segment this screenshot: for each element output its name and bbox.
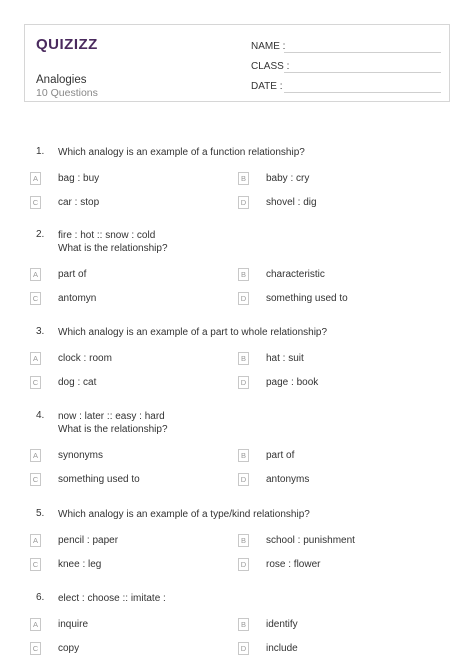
- option-text: characteristic: [266, 269, 325, 280]
- question-text: [58, 146, 305, 159]
- option-text: dog : cat: [58, 377, 97, 388]
- worksheet-header: [24, 24, 450, 102]
- option-text: baby : cry: [266, 173, 310, 184]
- option-letter-box[interactable]: B: [238, 449, 249, 462]
- question-number: 1.: [36, 146, 45, 157]
- question-line: What is the relationship?: [58, 424, 168, 435]
- option-letter-box[interactable]: A: [30, 172, 41, 185]
- name-label: NAME :: [251, 41, 286, 52]
- option-text: something used to: [266, 293, 348, 304]
- option-letter-box[interactable]: D: [238, 558, 249, 571]
- option-text: school : punishment: [266, 535, 355, 546]
- option-letter-box[interactable]: C: [30, 642, 41, 655]
- quizizz-logo: QUIZIZZ: [36, 36, 98, 53]
- option-letter-box[interactable]: D: [238, 292, 249, 305]
- option-letter-box[interactable]: C: [30, 292, 41, 305]
- option-text: page : book: [266, 377, 319, 388]
- date-label: DATE :: [251, 81, 283, 92]
- question-line: Which analogy is an example of a type/kind relationship?: [58, 509, 310, 520]
- question-line: What is the relationship?: [58, 243, 168, 254]
- option-text: inquire: [58, 619, 89, 630]
- name-line: [284, 52, 441, 53]
- option-letter-box[interactable]: B: [238, 534, 249, 547]
- question-text: [58, 592, 166, 605]
- question-text: [58, 508, 310, 521]
- question-text: [58, 326, 327, 339]
- question-line: Which analogy is an example of a function relationship?: [58, 147, 305, 158]
- option-text: pencil : paper: [58, 535, 119, 546]
- option-text: antomyn: [58, 293, 97, 304]
- option-letter-box[interactable]: B: [238, 172, 249, 185]
- option-text: antonyms: [266, 474, 310, 485]
- question-number: 3.: [36, 326, 45, 337]
- option-letter-box[interactable]: D: [238, 473, 249, 486]
- option-text: copy: [58, 643, 80, 654]
- option-text: include: [266, 643, 298, 654]
- option-letter-box[interactable]: C: [30, 473, 41, 486]
- question-line: elect : choose :: imitate :: [58, 593, 166, 604]
- question-text: [58, 229, 168, 255]
- class-label: CLASS :: [251, 61, 290, 72]
- option-letter-box[interactable]: A: [30, 268, 41, 281]
- option-letter-box[interactable]: B: [238, 618, 249, 631]
- option-letter-box[interactable]: C: [30, 558, 41, 571]
- option-letter-box[interactable]: D: [238, 196, 249, 209]
- question-number: 4.: [36, 410, 45, 421]
- question-line: fire : hot :: snow : cold: [58, 230, 156, 241]
- option-letter-box[interactable]: B: [238, 352, 249, 365]
- question-count: 10 Questions: [36, 87, 98, 99]
- question-line: Which analogy is an example of a part to whole relationship?: [58, 327, 328, 338]
- option-letter-box[interactable]: C: [30, 196, 41, 209]
- question-number: 2.: [36, 229, 45, 240]
- option-letter-box[interactable]: A: [30, 534, 41, 547]
- question-number: 5.: [36, 508, 45, 519]
- date-line: [284, 92, 441, 93]
- option-text: bag : buy: [58, 173, 100, 184]
- option-text: rose : flower: [266, 559, 321, 570]
- option-text: hat : suit: [266, 353, 304, 364]
- option-letter-box[interactable]: A: [30, 618, 41, 631]
- option-text: shovel : dig: [266, 197, 317, 208]
- option-letter-box[interactable]: D: [238, 642, 249, 655]
- question-line: now : later :: easy : hard: [58, 411, 165, 422]
- worksheet-title: Analogies: [36, 74, 87, 86]
- class-line: [284, 72, 441, 73]
- option-text: clock : room: [58, 353, 112, 364]
- option-letter-box[interactable]: A: [30, 352, 41, 365]
- option-text: something used to: [58, 474, 140, 485]
- question-text: [58, 410, 168, 436]
- option-text: part of: [58, 269, 87, 280]
- option-text: car : stop: [58, 197, 100, 208]
- option-text: knee : leg: [58, 559, 102, 570]
- question-number: 6.: [36, 592, 45, 603]
- option-letter-box[interactable]: D: [238, 376, 249, 389]
- option-letter-box[interactable]: B: [238, 268, 249, 281]
- option-text: part of: [266, 450, 295, 461]
- option-text: identify: [266, 619, 298, 630]
- option-letter-box[interactable]: C: [30, 376, 41, 389]
- option-text: synonyms: [58, 450, 104, 461]
- option-letter-box[interactable]: A: [30, 449, 41, 462]
